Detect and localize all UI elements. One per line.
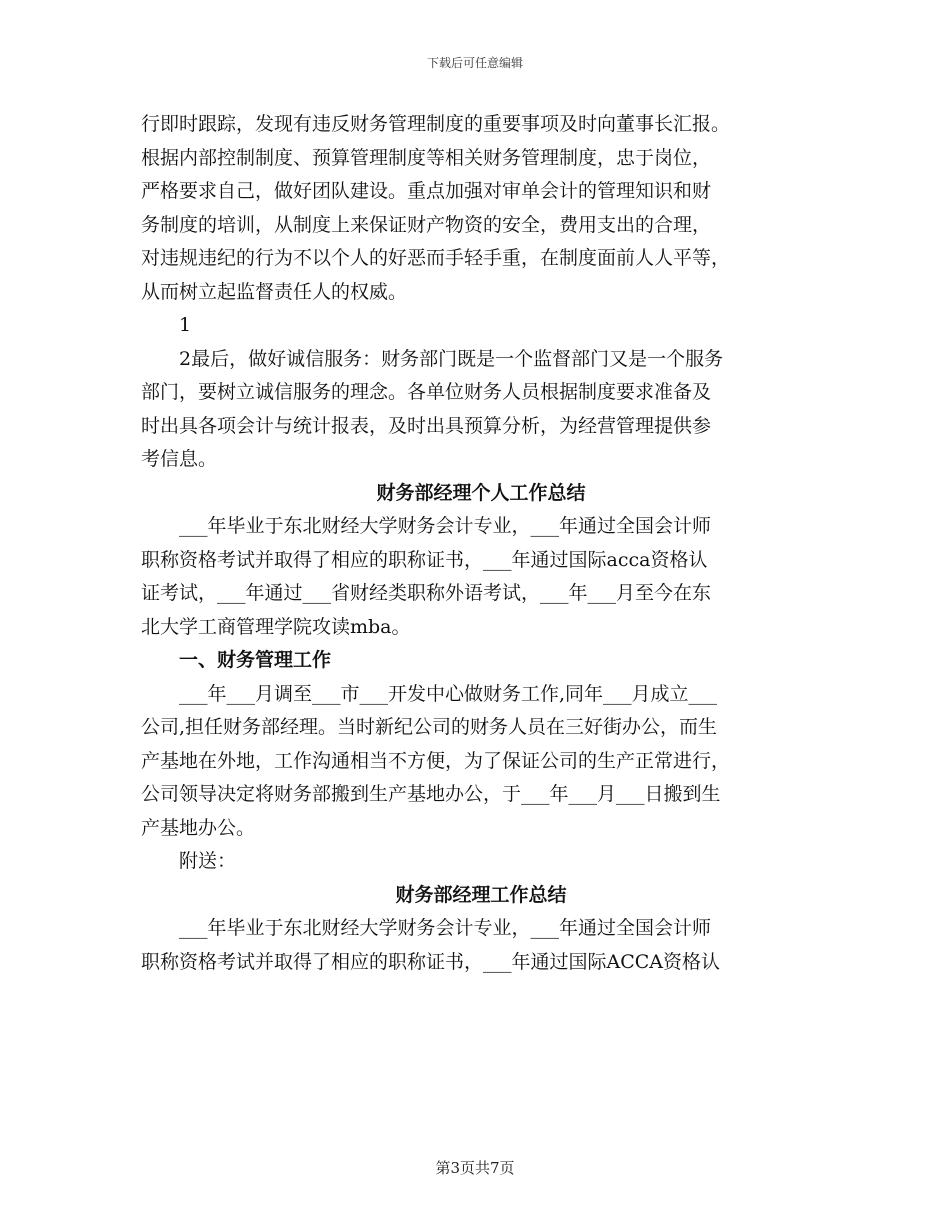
text-line: 1 [179, 314, 192, 336]
text-line: 公司领导决定将财务部搬到生产基地办公，于___年___月___日搬到生 [141, 783, 721, 805]
document-body [141, 108, 821, 979]
section-title: 财务部经理个人工作总结 [376, 481, 586, 504]
section-title: 财务部经理工作总结 [395, 883, 567, 906]
text-line: ___年___月调至___市___开发中心做财务工作,同年___月成立___ [179, 682, 718, 705]
text-line: ___年毕业于东北财经大学财务会计专业，___年通过全国会计师 [179, 917, 712, 939]
text-line: 北大学工商管理学院攻读mba。 [141, 615, 411, 638]
page-number: 第3页共7页 [435, 1159, 515, 1177]
text-line: 考信息。 [141, 448, 218, 470]
text-line: 附送： [179, 850, 237, 872]
text-line: 行即时跟踪，发现有违反财务管理制度的重要事项及时向董事长汇报。 [141, 113, 731, 135]
text-line: 根据内部控制制度、预算管理制度等相关财务管理制度，忠于岗位， [141, 146, 712, 169]
text-line: 2最后，做好诚信服务：财务部门既是一个监督部门又是一个服务 [179, 347, 724, 370]
text-line: 部门，要树立诚信服务的理念。各单位财务人员根据制度要求准备及 [141, 381, 712, 403]
text-line: 公司,担任财务部经理。当时新纪公司的财务人员在三好街办公，而生 [141, 716, 718, 738]
text-line: 证考试，___年通过___省财经类职称外语考试，___年___月至今在东 [141, 582, 712, 604]
text-line: 对违规违纪的行为不以个人的好恶而手轻手重，在制度面前人人平等， [141, 247, 731, 269]
text-line: 时出具各项会计与统计报表，及时出具预算分析，为经营管理提供参 [141, 414, 712, 437]
text-line: ___年毕业于东北财经大学财务会计专业，___年通过全国会计师 [179, 515, 712, 537]
text-line: 产基地办公。 [141, 816, 256, 839]
text-line: 职称资格考试并取得了相应的职称证书，___年通过国际acca资格认 [141, 548, 708, 571]
header-note: 下载后可任意编辑 [426, 56, 523, 70]
text-line: 务制度的培训，从制度上来保证财产物资的安全，费用支出的合理， [141, 213, 712, 236]
section-heading: 一、财务管理工作 [179, 649, 332, 671]
text-line: 职称资格考试并取得了相应的职称证书，___年通过国际ACCA资格认 [141, 950, 721, 973]
text-line: 从而树立起监督责任人的权威。 [141, 280, 408, 303]
text-line: 产基地在外地，工作沟通相当不方便，为了保证公司的生产正常进行， [141, 749, 731, 772]
text-line: 严格要求自己，做好团队建设。重点加强对审单会计的管理知识和财 [141, 180, 712, 202]
